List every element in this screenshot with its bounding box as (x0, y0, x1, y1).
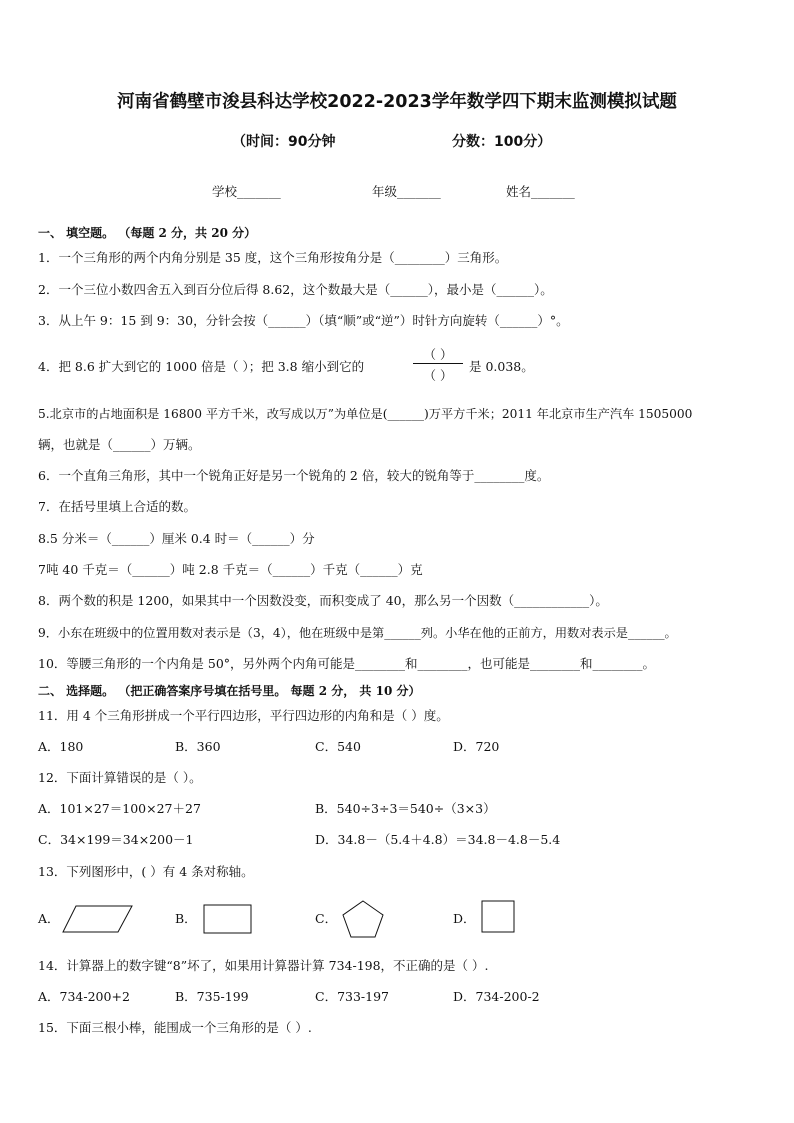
section-heading-choice: 二、 选择题。 （把正确答案序号填在括号里。 每题 2 分， 共 10 分） (38, 684, 421, 698)
fraction-bar (413, 363, 463, 364)
grade-field: 年级_______ (372, 184, 441, 199)
question-4-part-b: 是 0.038。 (469, 359, 534, 374)
rectangle-shape (203, 904, 253, 934)
pentagon-shape (341, 899, 385, 939)
question-13-option-d: D． (453, 911, 476, 926)
question-14-option-d: D．734-200-2 (453, 989, 540, 1004)
question-11: 11．用 4 个三角形拼成一个平行四边形，平行四边形的内角和是（ ）度。 (38, 708, 449, 723)
question-12-option-a: A．101×27＝100×27＋27 (38, 801, 201, 816)
question-10: 10．等腰三角形的一个内角是 50°，另外两个内角可能是________和________，也可能是________和________。 (38, 656, 656, 671)
question-4-part-a: 4．把 8.6 扩大到它的 1000 倍是（ ）；把 3.8 缩小到它的 (38, 359, 365, 374)
fraction-numerator: （ ） (423, 347, 453, 362)
question-1: 1．一个三角形的两个内角分别是 35 度，这个三角形按角分是（________）三角形。 (38, 250, 508, 265)
question-14-option-a: A．734-200+2 (38, 989, 130, 1004)
question-12-option-d: D．34.8－（5.4＋4.8）＝34.8－4.8－5.4 (315, 832, 561, 847)
question-5-line-1: 5.北京市的占地面积是 16800 平方千米，改写成以万”为单位是(______)万平方千米；2011 年北京市生产汽车 1505000 (38, 407, 693, 421)
question-13-option-c: C． (315, 911, 338, 926)
question-6: 6．一个直角三角形，其中一个锐角正好是另一个锐角的 2 倍，较大的锐角等于________度。 (38, 468, 550, 483)
question-12-option-c: C．34×199＝34×200－1 (38, 832, 194, 847)
question-11-option-c: C．540 (315, 739, 361, 754)
question-11-option-b: B．360 (175, 739, 221, 754)
question-14-option-c: C．733-197 (315, 989, 390, 1004)
school-field: 学校_______ (212, 184, 281, 199)
section-heading-fill-in: 一、 填空题。 （每题 2 分，共 20 分） (38, 226, 257, 240)
question-3: 3．从上午 9：15 到 9：30，分针会按（______）（填“顺”或“逆”）时针方向旋转（______）°。 (38, 313, 569, 328)
question-8: 8．两个数的积是 1200，如果其中一个因数没变，而积变成了 40，那么另一个因数（____________）。 (38, 593, 608, 608)
question-14-option-b: B．735-199 (175, 989, 249, 1004)
question-13: 13．下列图形中，( ）有 4 条对称轴。 (38, 864, 254, 879)
question-7: 7．在括号里填上合适的数。 (38, 499, 196, 514)
question-2: 2．一个三位小数四舍五入到百分位后得 8.62，这个数最大是（______），最小是（______）。 (38, 282, 553, 297)
exam-score: 分数：100分） (452, 134, 552, 150)
question-13-option-a: A． (38, 911, 60, 926)
question-15: 15．下面三根小棒，能围成一个三角形的是（ ）. (38, 1020, 312, 1035)
fraction-denominator: （ ） (423, 368, 453, 383)
question-11-option-d: D．720 (453, 739, 500, 754)
square-shape (481, 900, 516, 933)
question-13-option-b: B． (175, 911, 197, 926)
page-title: 河南省鹤壁市浚县科达学校2022-2023学年数学四下期末监测模拟试题 (117, 92, 677, 112)
question-11-option-a: A．180 (38, 739, 84, 754)
question-9: 9．小东在班级中的位置用数对表示是（3，4），他在班级中是第______列。小华在他的正前方，用数对表示是______。 (38, 626, 677, 640)
exam-time: （时间：90分钟 (232, 134, 336, 150)
question-12-option-b: B．540÷3÷3＝540÷（3×3） (315, 801, 496, 816)
question-7-line-b: 7吨 40 千克＝（______）吨 2.8 千克＝（______）千克（______）克 (38, 562, 423, 577)
question-5-line-2: 辆，也就是（______）万辆。 (38, 437, 201, 452)
question-14: 14．计算器上的数字键“8”坏了，如果用计算器计算 734-198，不正确的是（ ）. (38, 958, 489, 973)
question-7-line-a: 8.5 分米＝（______）厘米 0.4 时＝（______）分 (38, 531, 315, 546)
question-4-fraction (413, 345, 463, 382)
parallelogram-shape (62, 904, 134, 934)
question-12: 12．下面计算错误的是（ ）。 (38, 770, 202, 785)
name-field: 姓名_______ (506, 184, 575, 199)
